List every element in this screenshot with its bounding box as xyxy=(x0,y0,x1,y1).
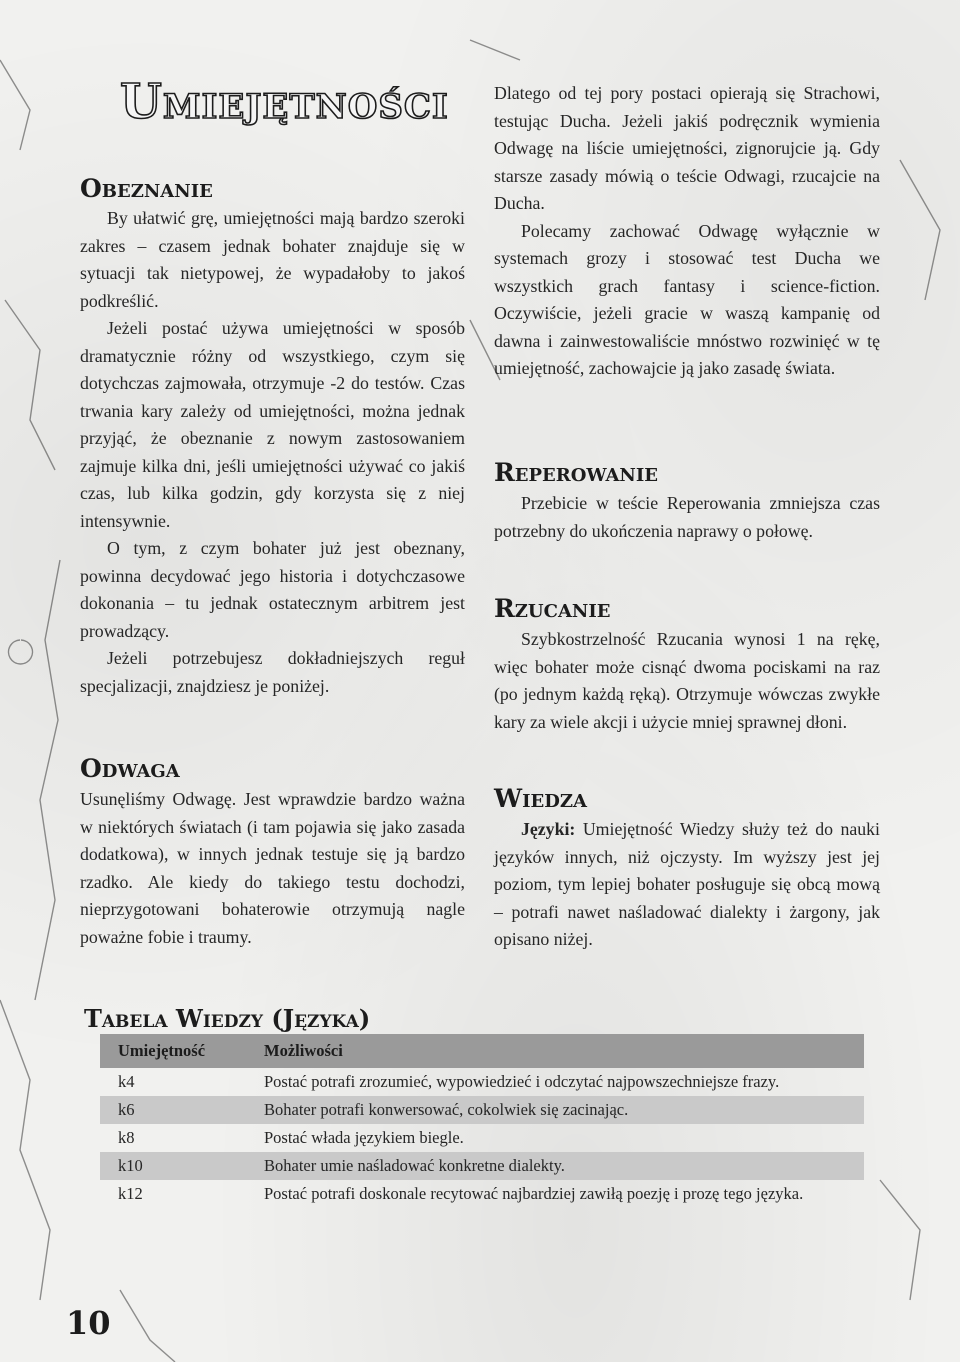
heading-wiedza: Wiedza xyxy=(494,784,587,813)
obeznanie-paragraph-2: Jeżeli postać używa umiejętności w sposób dramatycznie różny od wszystkiego, czym się dotychczas zajmowała, otrzymuje -2 do testów. Czas trwania kary zależy od umiejętności, można jednak przyjąć, że obeznanie z nowym zastosowaniem zajmuje kilka dni, jeśli umiejętności używać co jakiś czas, lub kilka godzin, gdy korzysta się z niej intensywnie. xyxy=(80,318,465,531)
rzucanie-paragraph: Szybkostrzelność Rzucania wynosi 1 na rękę, więc bohater może cisnąć dwoma pociskami na raz (po jednym każdą ręką). Otrzymuje wówczas zwykłe kary za wiele akcji i użycie mniej sprawnej dłoni. xyxy=(494,629,880,732)
odwaga-paragraph-1: Usunęliśmy Odwagę. Jest wprawdzie bardzo ważna w niektórych światach (i tam pojawia się jako zasada dodatkowa), w innych jednak testuje się ją bardzo rzadko. Ale kiedy do takiego testu dochodzi, nieprzygotowani bohaterowie otrzymują nagle poważne fobie i traumy. xyxy=(80,789,465,947)
heading-odwaga: Odwaga xyxy=(80,754,180,783)
reperowanie-text xyxy=(494,490,880,545)
table-cell-ability: Postać potrafi zrozumieć, wypowiedzieć i odczytać najpowszechniejsze frazy. xyxy=(264,1072,780,1091)
table-header-skill: Umiejętność xyxy=(100,1034,246,1068)
table-cell-skill: k8 xyxy=(118,1128,135,1147)
obeznanie-text xyxy=(80,205,465,700)
heading-obeznanie: Obeznanie xyxy=(80,174,213,203)
page-number: 10 xyxy=(66,1304,111,1342)
obeznanie-paragraph-3: O tym, z czym bohater już jest obeznany, powinna decydować jego historia i dotychczasowe dokonania – tu jednak ostatecznym arbitrem jest prowadzący. xyxy=(80,538,465,641)
table-cell-ability: Postać potrafi doskonale recytować najbardziej zawiłą poezję i prozę tego języka. xyxy=(264,1184,804,1203)
table-row xyxy=(100,1068,864,1096)
table-cell-ability: Postać włada językiem biegle. xyxy=(264,1128,464,1147)
table-header-ability: Możliwości xyxy=(246,1034,864,1068)
wiedza-paragraph-body: Umiejętność Wiedzy służy też do nauki języków innych, niż ojczysty. Im wyższy jest jej poziom, tym lepiej bohater posługuje się obcą mową – potrafi nawet naśladować dialekty i żargony, jak opisano niżej. xyxy=(494,819,880,949)
odwaga-text xyxy=(80,786,465,951)
odwaga-continued-text xyxy=(494,80,880,383)
table-row xyxy=(100,1124,864,1152)
heading-rzucanie: Rzucanie xyxy=(494,594,611,623)
table-row xyxy=(100,1180,864,1208)
page-title: Umiejętności xyxy=(120,74,449,130)
table-title: Tabela Wiedzy (Języka) xyxy=(84,1004,371,1033)
table-cell-skill: k12 xyxy=(118,1184,143,1203)
table-cell-skill: k10 xyxy=(100,1152,246,1180)
wiedza-paragraph xyxy=(494,816,880,954)
table-cell-ability: Bohater potrafi konwersować, cokolwiek się zacinając. xyxy=(246,1096,864,1124)
rzucanie-text xyxy=(494,626,880,736)
table-row xyxy=(100,1096,864,1124)
wiedza-lead: Języki: xyxy=(521,819,576,839)
reperowanie-paragraph: Przebicie w teście Reperowania zmniejsza czas potrzebny do ukończenia naprawy o połowę. xyxy=(494,493,880,541)
table-cell-skill: k6 xyxy=(100,1096,246,1124)
wiedza-text xyxy=(494,816,880,954)
obeznanie-paragraph-1: By ułatwić grę, umiejętności mają bardzo szeroki zakres – czasem jednak bohater znajduje się w sytuacji tak nietypowej, że wypadałoby to jakoś podkreślić. xyxy=(80,208,465,311)
heading-reperowanie: Reperowanie xyxy=(494,458,659,487)
language-table xyxy=(100,1034,864,1208)
table-cell-skill: k4 xyxy=(118,1072,135,1091)
odwaga-paragraph-3: Polecamy zachować Odwagę wyłącznie w systemach grozy i stosować test Ducha we wszystkich grach fantasy i science-fiction. Oczywiście, jeżeli gracie w waszą kampanię od dawna i zainwestowaliście mnóstwo rozwinięć w tę umiejętność, zachowajcie ją jako zasadę świata. xyxy=(494,220,880,378)
table-row xyxy=(100,1152,864,1180)
obeznanie-paragraph-4: Jeżeli potrzebujesz dokładniejszych reguł specjalizacji, znajdziesz je poniżej. xyxy=(80,648,465,696)
table-header-row xyxy=(100,1034,864,1068)
table-cell-ability: Bohater umie naśladować konkretne dialekty. xyxy=(246,1152,864,1180)
odwaga-paragraph-2: Dlatego od tej pory postaci opierają się Strachowi, testując Ducha. Jeżeli jakiś podręcznik wymienia Odwagę na liście umiejętności, zignorujcie ją. Gdy starsze zasady mówią o teście Odwagi, rzucajcie na Ducha. xyxy=(494,83,880,213)
